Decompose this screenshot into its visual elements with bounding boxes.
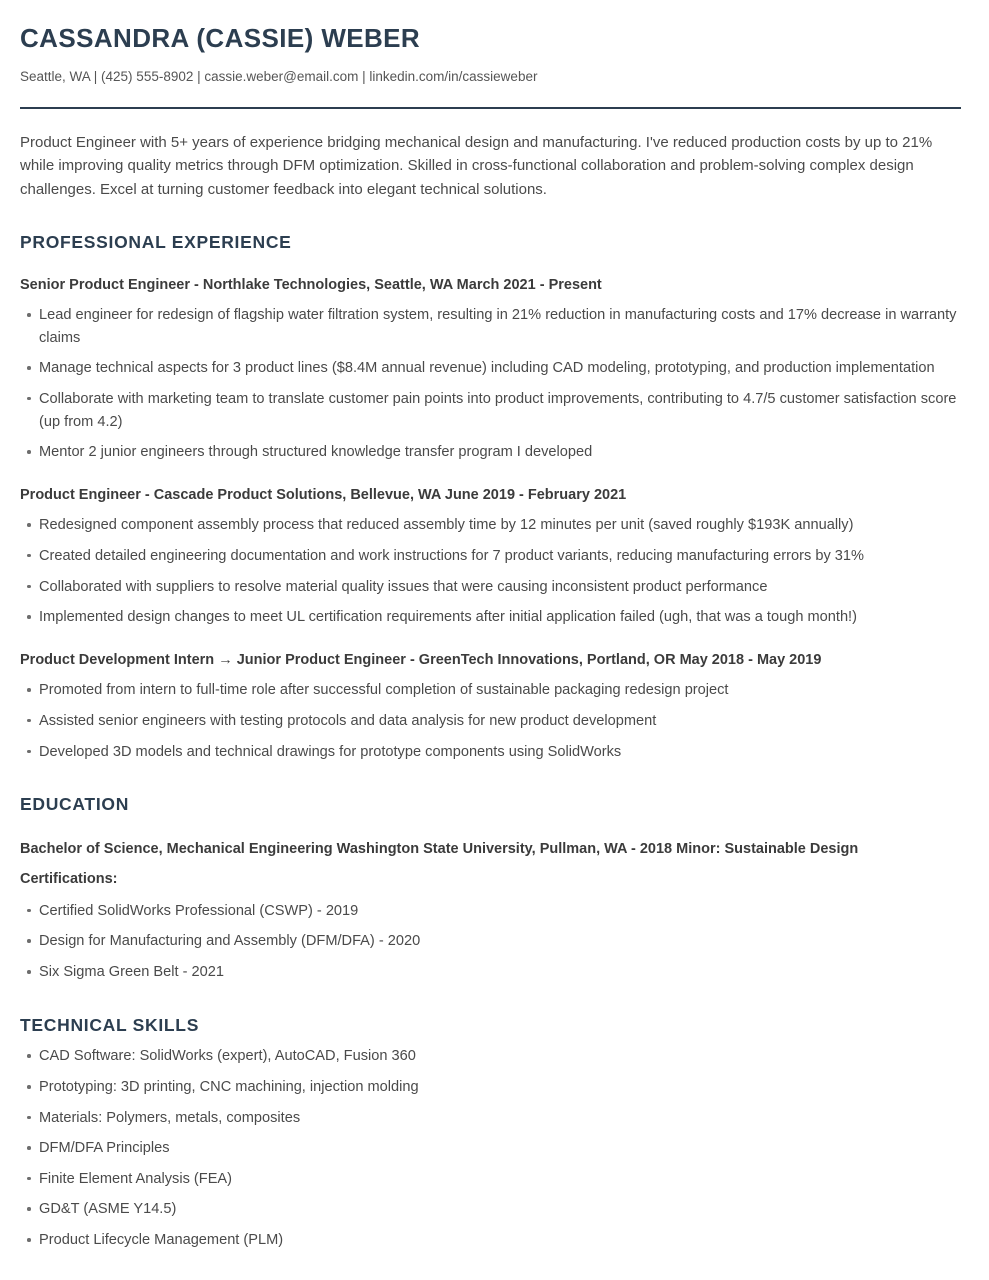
list-item: Certified SolidWorks Professional (CSWP) - 2019 xyxy=(20,900,961,923)
job-bullets-2 xyxy=(20,679,961,763)
job-title-segment-intern: Product Development Intern xyxy=(20,651,219,668)
right-arrow-icon: → xyxy=(218,651,233,668)
list-item: Collaborate with marketing team to translate customer pain points into product improvements, contributing to 4.7/5 customer satisfaction score (up from 4.2) xyxy=(20,388,961,433)
job-bullets-1 xyxy=(20,514,961,628)
list-item: Collaborated with suppliers to resolve material quality issues that were causing inconsistent product performance xyxy=(20,576,961,599)
list-item: CAD Software: SolidWorks (expert), AutoCAD, Fusion 360 xyxy=(20,1045,961,1068)
contact-line: Seattle, WA | (425) 555-8902 | cassie.weber@email.com | linkedin.com/in/cassieweber xyxy=(20,68,538,84)
section-heading-education: EDUCATION xyxy=(20,794,130,815)
job-title-segment-role: Junior Product Engineer - GreenTech Innovations, Portland, OR May 2018 - May 2019 xyxy=(232,651,822,668)
list-item: Lead engineer for redesign of flagship water filtration system, resulting in 21% reduction in manufacturing costs and 17% decrease in warranty claims xyxy=(20,304,961,349)
list-item: Promoted from intern to full-time role after successful completion of sustainable packaging redesign project xyxy=(20,679,961,702)
list-item: Developed 3D models and technical drawings for prototype components using SolidWorks xyxy=(20,741,961,764)
list-item: Design for Manufacturing and Assembly (DFM/DFA) - 2020 xyxy=(20,930,961,953)
list-item: Manage technical aspects for 3 product lines ($8.4M annual revenue) including CAD modeling, prototyping, and production implementation xyxy=(20,357,961,380)
list-item: Implemented design changes to meet UL certification requirements after initial application failed (ugh, that was a tough month!) xyxy=(20,606,961,629)
technical-skills-list xyxy=(20,1045,961,1251)
section-heading-technical-skills: TECHNICAL SKILLS xyxy=(20,1014,200,1035)
header-divider xyxy=(20,107,961,109)
list-item: Product Lifecycle Management (PLM) xyxy=(20,1229,961,1252)
list-item: Assisted senior engineers with testing protocols and data analysis for new product development xyxy=(20,710,961,733)
job-title-1: Product Engineer - Cascade Product Solutions, Bellevue, WA June 2019 - February 2021 xyxy=(20,486,627,503)
job-title-0: Senior Product Engineer - Northlake Technologies, Seattle, WA March 2021 - Present xyxy=(20,276,602,293)
job-title-2 xyxy=(20,651,961,671)
list-item: DFM/DFA Principles xyxy=(20,1137,961,1160)
list-item: Materials: Polymers, metals, composites xyxy=(20,1107,961,1130)
list-item: GD&T (ASME Y14.5) xyxy=(20,1198,961,1221)
list-item: Prototyping: 3D printing, CNC machining, injection molding xyxy=(20,1076,961,1099)
professional-summary: Product Engineer with 5+ years of experience bridging mechanical design and manufacturing. I've reduced production costs by up to 21% while improving quality metrics through DFM optimization. Skilled in cross-functional collaboration and problem-solving complex design challenges. Excel at turning customer feedback into elegant technical solutions. xyxy=(20,134,933,198)
page-title: CASSANDRA (CASSIE) WEBER xyxy=(20,23,421,53)
list-item: Redesigned component assembly process that reduced assembly time by 12 minutes per unit (saved roughly $193K annually) xyxy=(20,514,961,537)
section-heading-experience: PROFESSIONAL EXPERIENCE xyxy=(20,231,292,252)
list-item: Created detailed engineering documentation and work instructions for 7 product variants, reducing manufacturing errors by 31% xyxy=(20,545,961,568)
list-item: Six Sigma Green Belt - 2021 xyxy=(20,961,961,984)
education-degree-line: Bachelor of Science, Mechanical Engineering Washington State University, Pullman, WA - 2018 Minor: Sustainable Design xyxy=(20,840,859,857)
certifications-list xyxy=(20,900,961,984)
list-item: Mentor 2 junior engineers through structured knowledge transfer program I developed xyxy=(20,441,961,464)
job-bullets-0 xyxy=(20,304,961,464)
list-item: Finite Element Analysis (FEA) xyxy=(20,1168,961,1191)
certifications-label: Certifications: xyxy=(20,871,118,888)
